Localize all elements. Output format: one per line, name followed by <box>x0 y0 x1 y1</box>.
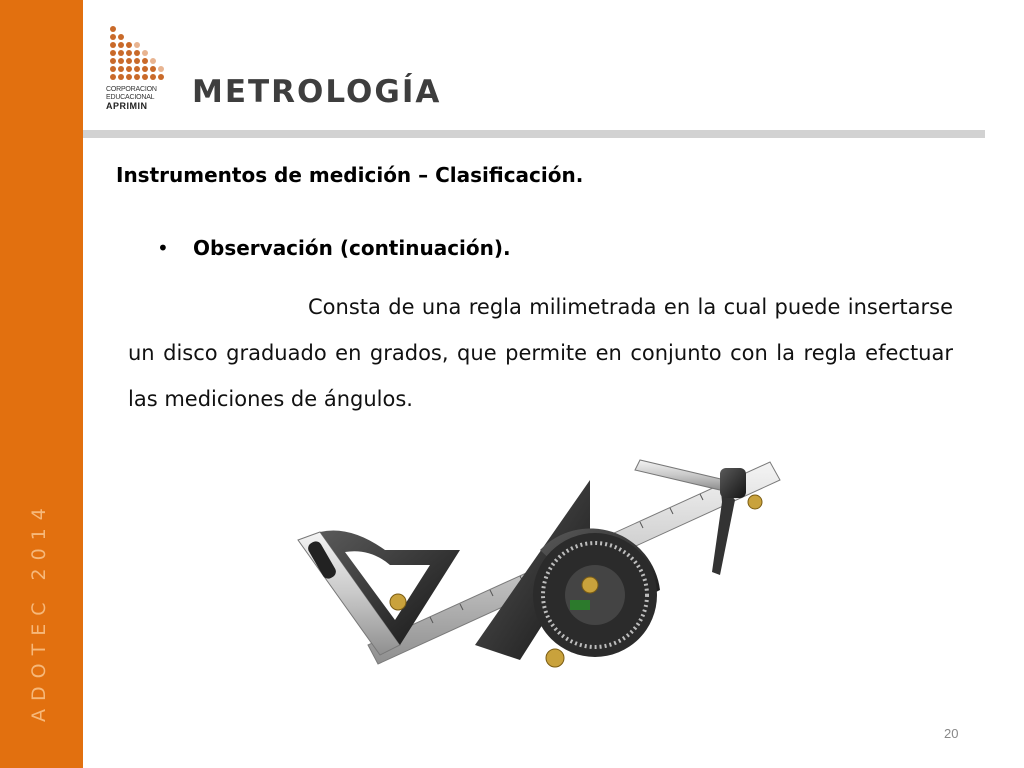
section-subtitle: Instrumentos de medición – Clasificación. <box>116 163 584 187</box>
sidebar-vertical-text: ADOTEC 2014 <box>28 500 50 722</box>
orange-sidebar <box>0 0 83 768</box>
bullet-dot: • <box>157 236 169 260</box>
logo-line-1: CORPORACION <box>106 86 157 93</box>
logo-brand: APRIMIN <box>106 101 148 111</box>
protractor-head <box>475 480 660 667</box>
page-title: METROLOGÍA <box>192 74 442 110</box>
logo-caption <box>106 86 176 110</box>
bullet-text: Observación (continuación). <box>193 236 511 260</box>
header-divider <box>83 130 985 138</box>
page-number: 20 <box>944 726 959 741</box>
logo-line-2: EDUCACIONAL <box>106 94 155 101</box>
bullet-item <box>157 236 511 260</box>
body-paragraph: Consta de una regla milimetrada en la cual puede insertarse un disco graduado en grados, que permite en conjunto con la regla efectuar las mediciones de ángulos. <box>128 295 953 411</box>
combination-square-set-image <box>290 440 790 720</box>
